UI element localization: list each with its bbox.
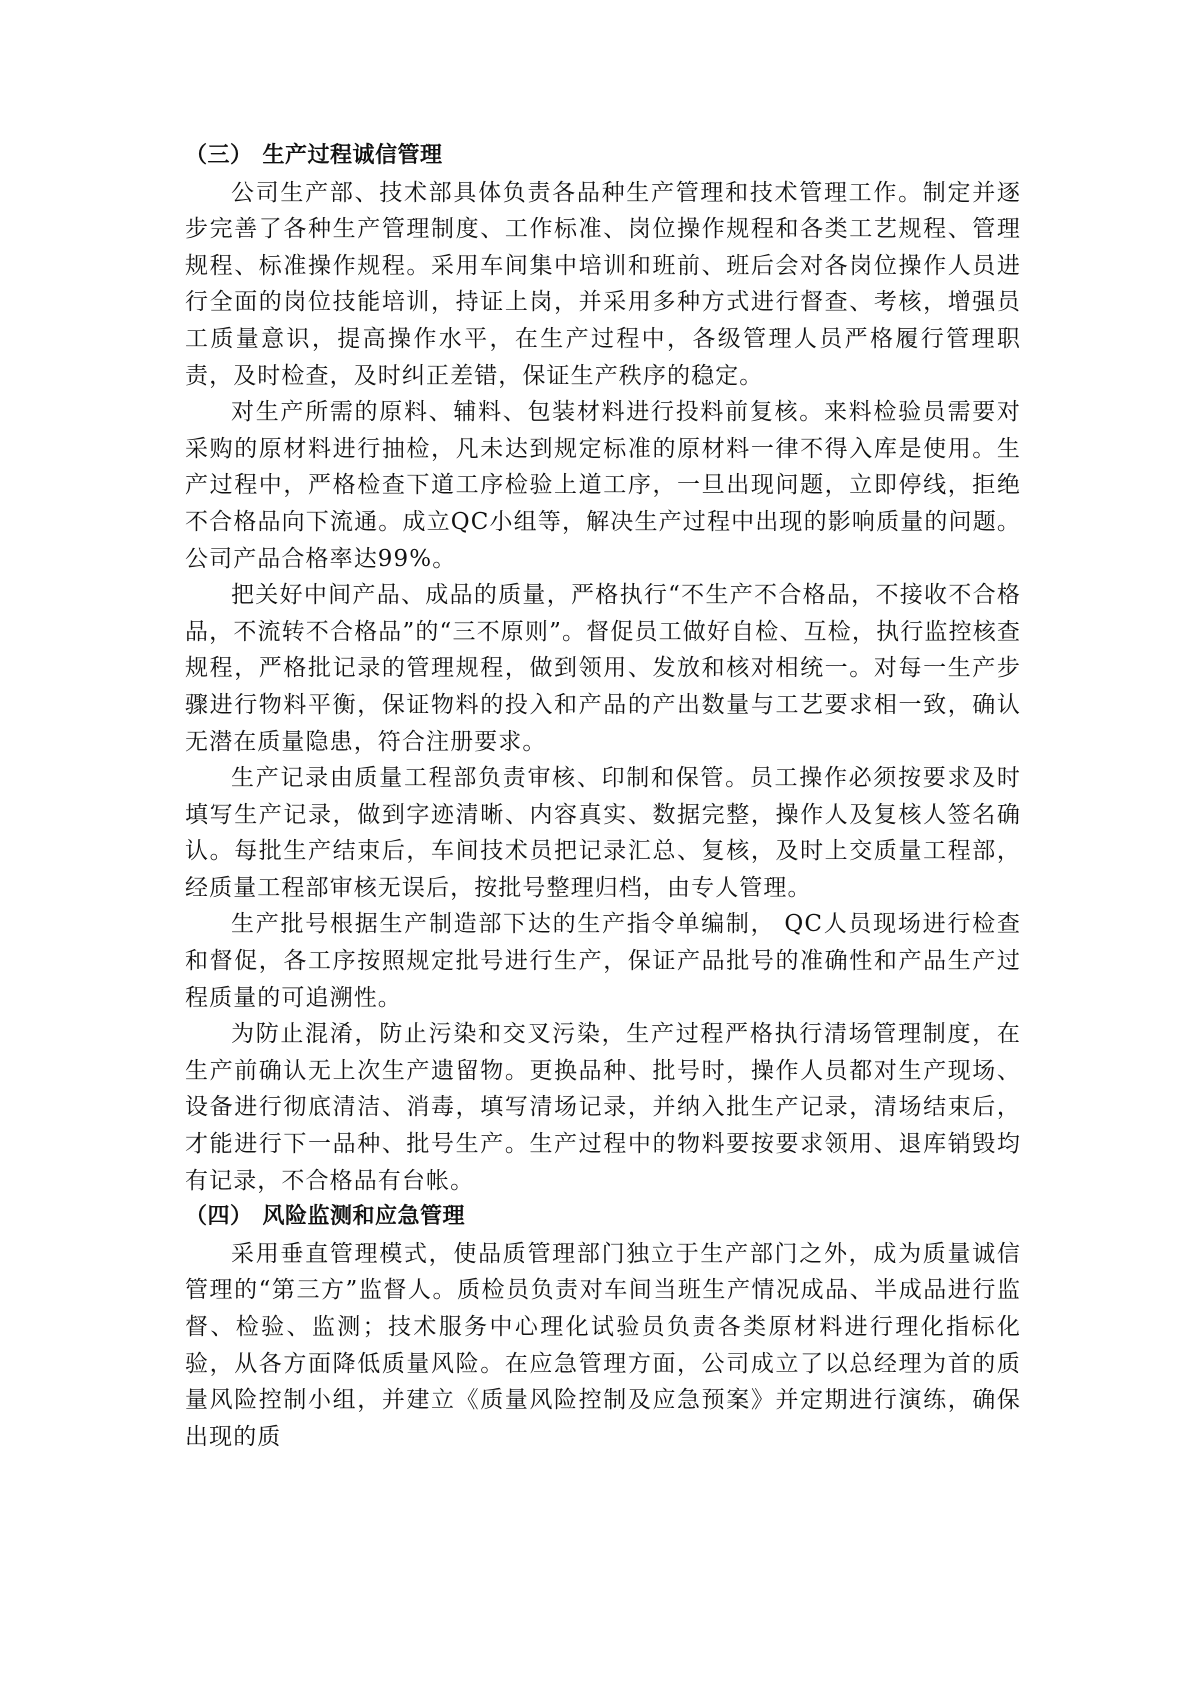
paragraph-quality-control: 把关好中间产品、成品的质量，严格执行“不生产不合格品，不接收不合格品，不流转不合格品”的“三不原则”。督促员工做好自检、互检，执行监控核查规程，严格批记录的管理规程，做到领用、发放和核对相统一。对每一生产步骤进行物料平衡，保证物料的投入和产品的产出数量与工艺要求相一致，确认无潜在质量隐患，符合注册要求。 [185, 582, 1021, 755]
paragraph-production-management: 公司生产部、技术部具体负责各品种生产管理和技术管理工作。制定并逐步完善了各种生产管理制度、工作标准、岗位操作规程和各类工艺规程、管理规程、标准操作规程。采用车间集中培训和班前、班后会对各岗位操作人员进行全面的岗位技能培训，持证上岗，并采用多种方式进行督查、考核，增强员工质量意识，提高操作水平，在生产过程中，各级管理人员严格履行管理职责，及时检查，及时纠正差错，保证生产秩序的稳定。 [185, 179, 1021, 389]
section-number-3: （三） [185, 143, 253, 168]
document-page [185, 138, 1021, 1455]
paragraph-batch-number: 生产批号根据生产制造部下达的生产指令单编制， QC人员现场进行检查和督促，各工序按照规定批号进行生产，保证产品批号的准确性和产品生产过程质量的可追溯性。 [185, 911, 1021, 1011]
section-title-3: 生产过程诚信管理 [262, 143, 443, 168]
section-heading-3 [185, 138, 1021, 175]
section-title-4: 风险监测和应急管理 [262, 1204, 466, 1230]
paragraph-line-clearance: 为防止混淆，防止污染和交叉污染，生产过程严格执行清场管理制度，在生产前确认无上次生产遗留物。更换品种、批号时，操作人员都对生产现场、设备进行彻底清洁、消毒，填写清场记录，并纳入批生产记录，清场结束后，才能进行下一品种、批号生产。生产过程中的物料要按要求领用、退库销毁均有记录，不合格品有台帐。 [185, 1021, 1021, 1194]
paragraph-risk-monitoring: 采用垂直管理模式，使品质管理部门独立于生产部门之外，成为质量诚信管理的“第三方”监督人。质检员负责对车间当班生产情况成品、半成品进行监督、检验、监测；技术服务中心理化试验员负责各类原材料进行理化指标化验，从各方面降低质量风险。在应急管理方面，公司成立了以总经理为首的质量风险控制小组，并建立《质量风险控制及应急预案》并定期进行演练，确保出现的质 [185, 1240, 1021, 1450]
paragraph-production-records: 生产记录由质量工程部负责审核、印制和保管。员工操作必须按要求及时填写生产记录，做到字迹清晰、内容真实、数据完整，操作人及复核人签名确认。每批生产结束后，车间技术员把记录汇总、复核，及时上交质量工程部，经质量工程部审核无误后，按批号整理归档，由专人管理。 [185, 765, 1021, 901]
section-number-4: （四） [185, 1204, 253, 1230]
paragraph-material-check: 对生产所需的原料、辅料、包装材料进行投料前复核。来料检验员需要对采购的原材料进行抽检，凡未达到规定标准的原材料一律不得入库是使用。生产过程中，严格检查下道工序检验上道工序，一旦出现问题，立即停线，拒绝不合格品向下流通。成立QC小组等，解决生产过程中出现的影响质量的问题。公司产品合格率达99%。 [185, 399, 1021, 572]
section-heading-4 [185, 1199, 1021, 1236]
